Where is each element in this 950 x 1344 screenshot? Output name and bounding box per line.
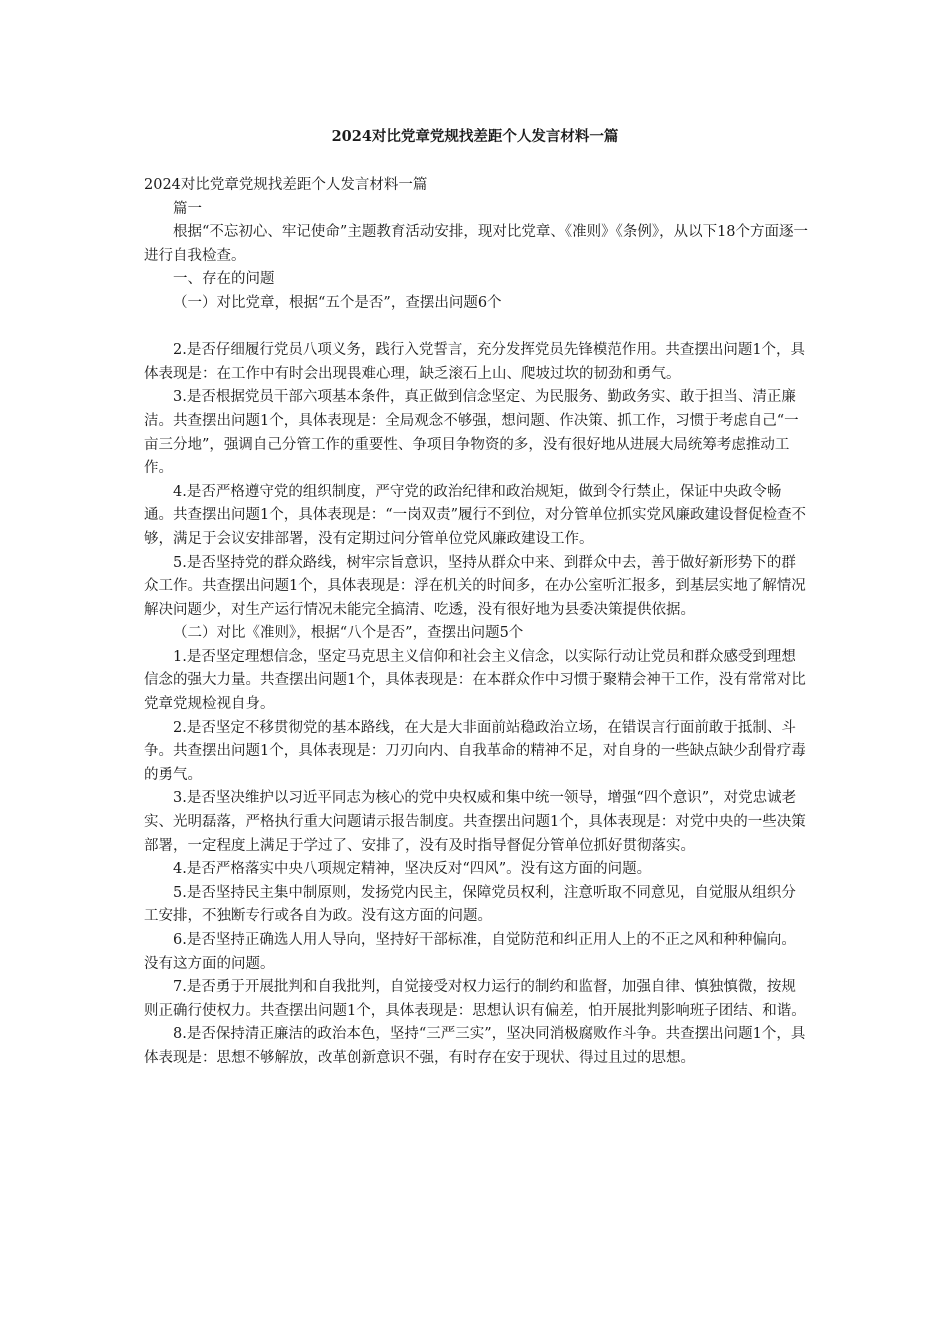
subsection-heading: （一）对比党章，根据“五个是否”，查摆出问题6个 [173, 294, 502, 311]
blank-line [144, 316, 810, 340]
section-heading: 一、存在的问题 [173, 271, 275, 288]
body-paragraph: 6.是否坚持正确选人用人导向，坚持好干部标准，自觉防范和纠正用人上的不正之风和种种偏向。没有这方面的问题。 [144, 932, 796, 972]
body-paragraph: 根据“不忘初心、牢记使命”主题教育活动安排，现对比党章、《准则》《条例》，从以下18个方面逐一进行自我检查。 [144, 224, 809, 264]
body-paragraph: 5.是否坚持党的群众路线，树牢宗旨意识，坚持从群众中来、到群众中去，善于做好新形势下的群众工作。共查摆出问题1个，具体表现是：浮在机关的时间多，在办公室听汇报多，到基层实地了解情况解决问题少，对生产运行情况未能完全搞清、吃透，没有很好地为县委决策提供依据。 [144, 554, 806, 618]
chapter-heading: 篇一 [173, 200, 202, 217]
subsection-heading: （二）对比《准则》，根据“八个是否”，查摆出问题5个 [173, 625, 524, 642]
body-paragraph: 2.是否坚定不移贯彻党的基本路线，在大是大非面前站稳政治立场，在错误言行面前敢于抵制、斗争。共查摆出问题1个，具体表现是：刀刃向内、自我革命的精神不足，对自身的一些缺点缺少刮骨疗毒的勇气。 [144, 719, 806, 783]
body-paragraph: 8.是否保持清正廉洁的政治本色，坚持“三严三实”，坚决同消极腐败作斗争。共查摆出问题1个，具体表现是：思想不够解放，改革创新意识不强，有时存在安于现状、得过且过的思想。 [144, 1026, 806, 1066]
body-paragraph: 4.是否严格遵守党的组织制度，严守党的政治纪律和政治规矩，做到令行禁止，保证中央政令畅通。共查摆出问题1个，具体表现是：“一岗双责”履行不到位，对分管单位抓实党风廉政建设督促检查不够，满足于会议安排部署，没有定期过问分管单位党风廉政建设工作。 [144, 483, 807, 547]
body-paragraph: 3.是否坚决维护以习近平同志为核心的党中央权威和集中统一领导，增强“四个意识”，对党忠诚老实、光明磊落，严格执行重大问题请示报告制度。共查摆出问题1个，具体表现是：对党中央的一些决策部署，一定程度上满足于学过了、安排了，没有及时指导督促分管单位抓好贯彻落实。 [144, 790, 806, 854]
body-paragraph: 7.是否勇于开展批判和自我批判，自觉接受对权力运行的制约和监督，加强自律、慎独慎微，按规则正确行使权力。共查摆出问题1个，具体表现是：思想认识有偏差，怕开展批判影响班子团结、和谐。 [144, 979, 806, 1019]
document-body [144, 174, 810, 1071]
document-title: 2024对比党章党规找差距个人发言材料一篇 [331, 128, 619, 145]
body-paragraph: 2.是否仔细履行党员八项义务，践行入党誓言，充分发挥党员先锋模范作用。共查摆出问题1个，具体表现是：在工作中有时会出现畏难心理，缺乏滚石上山、爬坡过坎的韧劲和勇气。 [144, 342, 806, 382]
body-paragraph: 3.是否根据党员干部六项基本条件，真正做到信念坚定、为民服务、勤政务实、敢于担当、清正廉洁。共查摆出问题1个，具体表现是：全局观念不够强，想问题、作决策、抓工作，习惯于考虑自己“一亩三分地”，强调自己分管工作的重要性、争项目争物资的多，没有很好地从进展大局统筹考虑推动工作。 [144, 389, 799, 477]
body-paragraph: 4.是否严格落实中央八项规定精神，坚决反对“四风”。没有这方面的问题。 [173, 861, 652, 878]
subtitle-paragraph: 2024对比党章党规找差距个人发言材料一篇 [144, 177, 428, 193]
body-paragraph: 5.是否坚持民主集中制原则，发扬党内民主，保障党员权利，注意听取不同意见，自觉服从组织分工安排，不独断专行或各自为政。没有这方面的问题。 [144, 884, 796, 925]
body-paragraph: 1.是否坚定理想信念，坚定马克思主义信仰和社会主义信念，以实际行动让党员和群众感受到理想信念的强大力量。共查摆出问题1个，具体表现是：在本群众作中习惯于聚精会神干工作，没有常常对比党章党规检视自身。 [144, 648, 806, 713]
